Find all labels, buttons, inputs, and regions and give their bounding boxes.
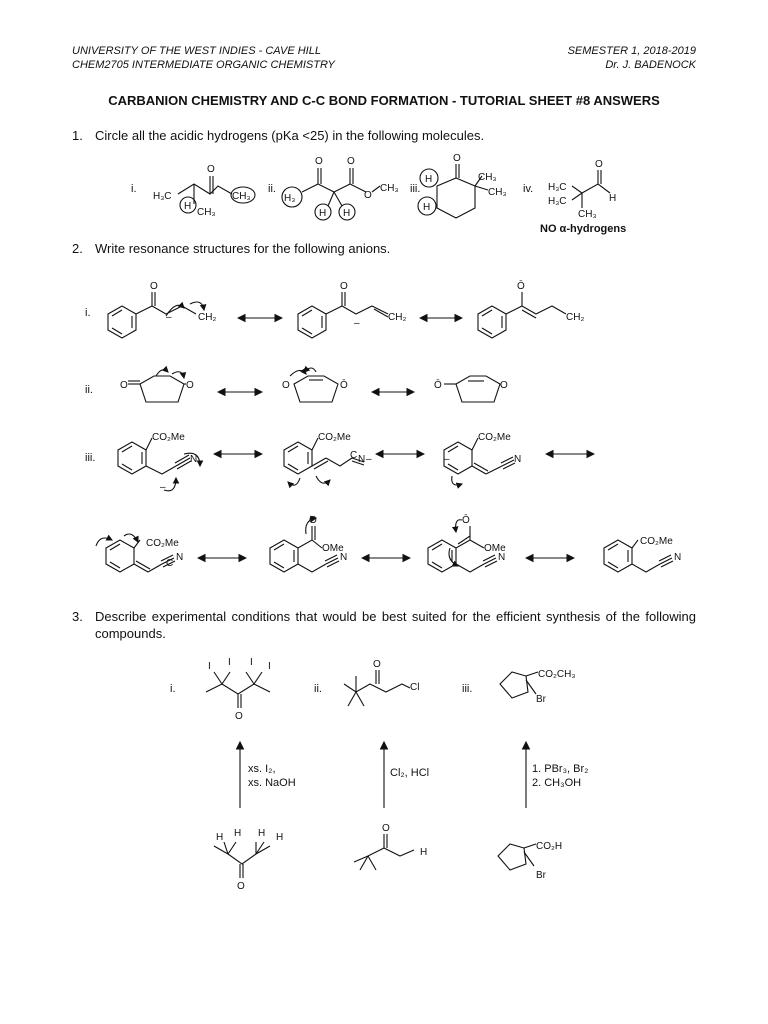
structure-3 [434, 376, 508, 402]
atom-label: O [373, 659, 381, 670]
atom-label: OMe [484, 543, 506, 554]
structure-6 [428, 514, 506, 572]
condition-text: xs. I₂, [248, 763, 276, 775]
charge-label: – [166, 312, 172, 323]
atom-label: O [347, 156, 355, 167]
atom-label: O [364, 190, 372, 201]
atom-label: CH₃ [488, 187, 507, 198]
question-text: Describe experimental conditions that would be best suited for the efficient synthesis of the following compounds. [95, 609, 696, 641]
q1-label-iii: iii. [410, 183, 421, 195]
atom-label: CH₃ [380, 183, 399, 194]
atom-label: N [358, 454, 366, 465]
atom-label: CH₂ [566, 312, 585, 323]
atom-label: H₃C [548, 196, 567, 207]
atom-label: O [500, 380, 508, 391]
atom-label: O [120, 380, 128, 391]
university-line: UNIVERSITY OF THE WEST INDIES - CAVE HILL [72, 45, 321, 57]
atom-label: H [420, 847, 428, 858]
atom-label: CO₂Me [478, 432, 511, 443]
atom-label: I [208, 661, 211, 672]
molecule-q1-iv [548, 159, 616, 220]
q2-label-i: i. [85, 307, 91, 319]
condition-text: 1. PBr₃, Br₂ [532, 763, 589, 775]
atom-label: C [166, 558, 174, 569]
atom-label: O [382, 823, 390, 834]
reactant-q3-ii [354, 823, 427, 870]
atom-label: O [453, 153, 461, 164]
structure-5 [270, 515, 347, 572]
q1-label-i: i. [131, 183, 137, 195]
reactant-q3-iii [498, 841, 562, 881]
q3-label-i: i. [170, 683, 176, 695]
atom-label: O [282, 380, 290, 391]
atom-label: N [190, 454, 198, 465]
atom-label: CO₂H [536, 841, 563, 852]
structure-3 [478, 280, 584, 338]
atom-label: CO₂Me [146, 538, 179, 549]
question-number: 3. [72, 609, 83, 624]
atom-label: Cl [410, 682, 420, 693]
atom-label: H [609, 193, 617, 204]
atom-label: H [319, 208, 327, 219]
atom-label: Ō [434, 380, 442, 391]
condition-text: xs. NaOH [248, 777, 296, 789]
atom-label: N [176, 552, 184, 563]
structure-1 [120, 370, 194, 402]
atom-label: Ō [340, 380, 348, 391]
atom-label: I [250, 657, 253, 668]
structure-4 [96, 534, 183, 572]
atom-label: CH₃ [232, 191, 251, 202]
atom-label: H₃ [284, 193, 296, 204]
question-number: 1. [72, 128, 83, 143]
structure-1 [118, 432, 200, 493]
atom-label: Ō [517, 281, 525, 292]
q2-label-ii: ii. [85, 384, 93, 396]
atom-label: O [309, 515, 317, 526]
resonance-q2-iii-row2 [96, 514, 681, 572]
course-line: CHEM2705 INTERMEDIATE ORGANIC CHEMISTRY [72, 59, 335, 71]
question-text: Circle all the acidic hydrogens (pKa <25) in the following molecules. [95, 128, 485, 143]
atom-label: Ō [462, 515, 470, 526]
atom-label: H [423, 202, 431, 213]
molecule-q1-ii [282, 156, 399, 220]
atom-label: O [150, 281, 158, 292]
question-text: Write resonance structures for the following anions. [95, 241, 391, 256]
q3-label-ii: ii. [314, 683, 322, 695]
charge-label: – [160, 482, 166, 493]
atom-label: CO₂Me [640, 536, 673, 547]
atom-label: CO₂CH₃ [538, 669, 576, 680]
atom-label: H [425, 174, 433, 185]
atom-label: H [343, 208, 351, 219]
atom-label: H [234, 828, 242, 839]
structure-2 [298, 281, 406, 338]
charge-label: – [366, 454, 372, 465]
q1-label-ii: ii. [268, 183, 276, 195]
atom-label: CH₃ [578, 209, 597, 220]
atom-label: O [186, 380, 194, 391]
q2-label-iii: iii. [85, 452, 96, 464]
atom-label: C [350, 450, 358, 461]
structure-2 [282, 368, 348, 402]
resonance-q2-ii [120, 368, 508, 402]
instructor-line: Dr. J. BADENOCK [605, 59, 696, 71]
semester-line: SEMESTER 1, 2018-2019 [567, 45, 696, 57]
atom-label: N [340, 552, 348, 563]
product-q3-iii [500, 669, 575, 705]
atom-label: N [498, 552, 506, 563]
atom-label: H₃C [548, 182, 567, 193]
charge-label: – [354, 318, 360, 329]
atom-label: H [258, 828, 266, 839]
atom-label: O [237, 881, 245, 892]
atom-label: Br [536, 694, 546, 705]
atom-label: H [276, 832, 284, 843]
structure-2 [284, 432, 372, 485]
atom-label: I [228, 657, 231, 668]
atom-label: CO₂Me [152, 432, 185, 443]
atom-label: I [268, 661, 271, 672]
atom-label: O [595, 159, 603, 170]
atom-label: OMe [322, 543, 344, 554]
atom-label: CH₃ [197, 207, 216, 218]
reactant-q3-i [214, 828, 283, 892]
atom-label: N [674, 552, 682, 563]
q3-label-iii: iii. [462, 683, 473, 695]
molecule-q1-iii [418, 153, 507, 218]
no-alpha-note: NO α-hydrogens [540, 223, 627, 235]
atom-label: O [315, 156, 323, 167]
atom-label: N [514, 454, 522, 465]
atom-label: H₃C [153, 191, 172, 202]
product-q3-ii [344, 659, 419, 706]
resonance-q2-iii-row1 [118, 432, 594, 493]
atom-label: O [235, 711, 243, 722]
resonance-q2-i [108, 280, 584, 338]
structure-1 [108, 281, 216, 338]
atom-label: O [207, 164, 215, 175]
structure-7 [604, 536, 681, 572]
charge-label: – [444, 454, 450, 465]
atom-label: CH₂ [198, 312, 217, 323]
atom-label: H [216, 832, 224, 843]
atom-label: CO₂Me [318, 432, 351, 443]
structure-3 [444, 432, 521, 485]
condition-text: 2. CH₃OH [532, 777, 582, 789]
question-number: 2. [72, 241, 83, 256]
product-q3-i [206, 657, 271, 722]
atom-label: CH₃ [478, 172, 497, 183]
atom-label: H [184, 201, 192, 212]
conditions-ii: Cl₂, HCl [390, 767, 430, 779]
atom-label: CH₂ [388, 312, 407, 323]
q1-label-iv: iv. [523, 183, 534, 195]
atom-label: Br [536, 870, 546, 881]
atom-label: O [340, 281, 348, 292]
page-title: CARBANION CHEMISTRY AND C-C BOND FORMATION - TUTORIAL SHEET #8 ANSWERS [108, 93, 660, 108]
molecule-q1-i [153, 164, 255, 218]
